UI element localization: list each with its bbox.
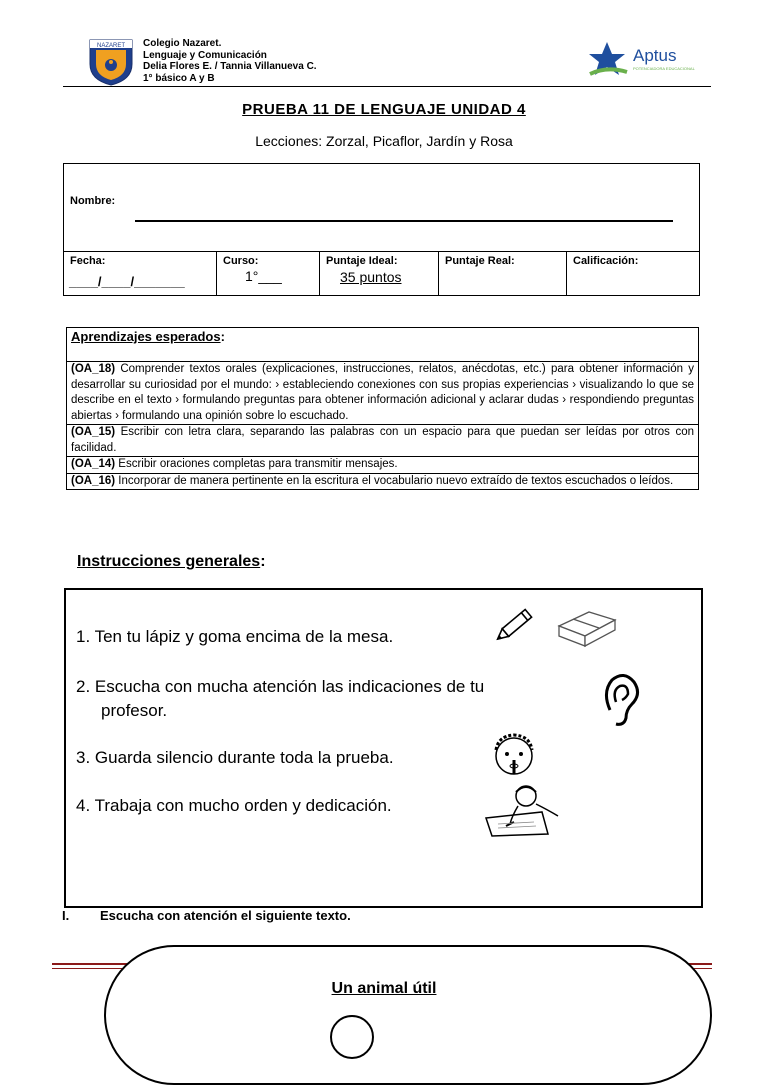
- school-name: Colegio Nazaret.: [143, 38, 222, 49]
- oa-row: (OA_15) Escribir con letra clara, separando las palabras con un espacio para que puedan ser leídas por otros con facilidad.: [67, 425, 698, 457]
- school-info: [143, 38, 317, 84]
- pencil-icon: [491, 604, 541, 651]
- subject: Lenguaje y Comunicación: [143, 49, 267, 61]
- oa-row: (OA_18) Comprender textos orales (explicaciones, instrucciones, relatos, anécdotas, etc.) para obtener información y desarrollar su curiosidad por el mundo: › estableciendo conexiones con sus propias experiencias › visualizando lo que se describe en el texto › formulando preguntas para obtener información adicional y aclarar dudas › respondiendo preguntas abiertas › formulando una opinión sobre lo escuchado.: [67, 362, 698, 425]
- crest-text: NAZARET: [96, 43, 126, 49]
- puntaje-real-label: Puntaje Real:: [445, 255, 515, 267]
- aptus-logo-text: Aptus: [633, 46, 677, 65]
- teachers: Delia Flores E. / Tannia Villanueva C.: [143, 61, 317, 72]
- ear-icon: [596, 670, 646, 733]
- story-frame: [104, 945, 712, 1085]
- aprendizajes-table: [66, 327, 699, 490]
- school-crest-logo: [88, 38, 134, 86]
- fecha-field[interactable]: ____/____/_______: [69, 274, 185, 289]
- name-row: [64, 164, 699, 252]
- header-rule: [63, 86, 711, 87]
- student-info-table: [63, 163, 700, 296]
- instruction-item: 2. Escucha con mucha atención las indicaciones de tu: [76, 677, 485, 696]
- instruction-item: 3. Guarda silencio durante toda la prueba.: [76, 748, 394, 767]
- oa-row: (OA_16) Incorporar de manera pertinente en la escritura el vocabulario nuevo extraído de textos escuchados o leídos.: [71, 474, 674, 487]
- puntaje-ideal-label: Puntaje Ideal:: [326, 255, 398, 267]
- section-1-heading: I. Escucha con atención el siguiente texto.: [62, 908, 351, 923]
- curso-cell: [217, 252, 320, 296]
- oa-row: (OA_14) Escribir oraciones completas para transmitir mensajes.: [67, 457, 698, 474]
- calificacion-label: Calificación:: [573, 255, 639, 267]
- puntaje-ideal-cell: [320, 252, 439, 296]
- aptus-tagline: POTENCIADORA EDUCACIONAL: [633, 66, 695, 71]
- page-subtitle: Lecciones: Zorzal, Picaflor, Jardín y Rosa: [255, 133, 513, 149]
- instructions-heading: Instrucciones generales:: [77, 553, 266, 570]
- calificacion-cell: [567, 252, 699, 296]
- curso-label: Curso:: [223, 255, 259, 267]
- fecha-label: Fecha:: [70, 255, 106, 267]
- fecha-cell: [64, 252, 217, 296]
- puntaje-real-cell: [439, 252, 567, 296]
- instruction-item-cont: profesor.: [101, 701, 168, 720]
- curso-field[interactable]: 1°___: [245, 268, 282, 284]
- aptus-logo: [587, 40, 697, 80]
- name-label: Nombre:: [70, 195, 116, 207]
- eraser-icon: [553, 604, 621, 655]
- puntaje-ideal-value: 35 puntos: [340, 269, 402, 285]
- aprendizajes-heading: Aprendizajes esperados:: [67, 328, 698, 362]
- writing-child-icon: [482, 782, 572, 843]
- name-field[interactable]: [135, 220, 673, 222]
- story-illustration: [330, 1015, 374, 1059]
- grade: 1° básico A y B: [143, 72, 215, 84]
- instruction-item: 4. Trabaja con mucho orden y dedicación.: [76, 796, 392, 815]
- instruction-item: 1. Ten tu lápiz y goma encima de la mesa.: [76, 627, 394, 646]
- page-title: PRUEBA 11 DE LENGUAJE UNIDAD 4: [242, 101, 526, 118]
- story-title: Un animal útil: [331, 980, 437, 997]
- instructions-box: [64, 588, 703, 908]
- silence-child-icon: [488, 730, 540, 787]
